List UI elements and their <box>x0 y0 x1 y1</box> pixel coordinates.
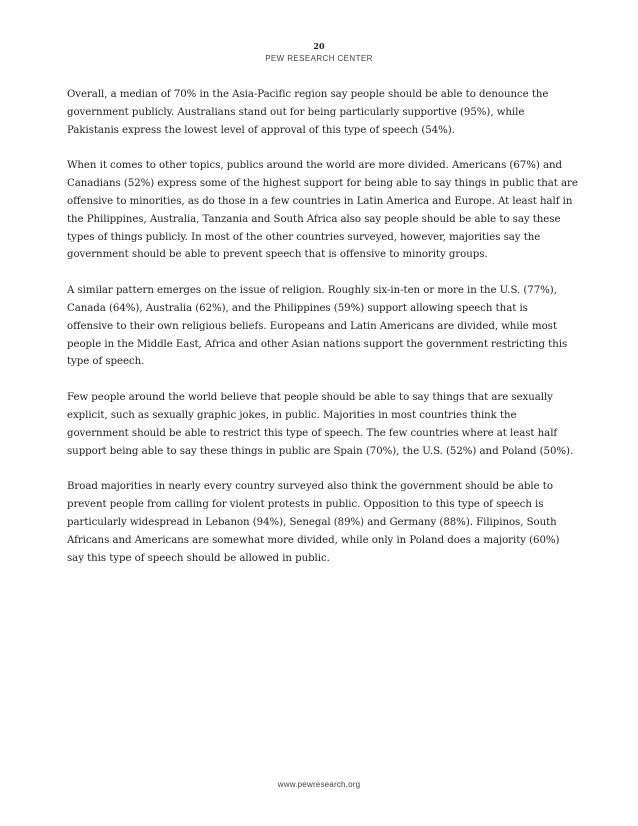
text-line: Canada (64%), Australia (62%), and the Philippines (59%) support allowing speech that is <box>67 302 528 314</box>
page-number: 20 <box>313 41 325 51</box>
text-line: explicit, such as sexually graphic jokes, in public. Majorities in most countries think the <box>67 409 517 421</box>
text-line: offensive to their own religious beliefs. Europeans and Latin Americans are divided, while most <box>67 320 557 332</box>
text-line: support being able to say these things in public are Spain (70%), the U.S. (52%) and Poland (50%). <box>67 445 574 457</box>
text-line: the Philippines, Australia, Tanzania and South Africa also say people should be able to say these <box>67 213 561 225</box>
text-line: When it comes to other topics, publics around the world are more divided. Americans (67%) and <box>67 160 562 172</box>
text-line: Overall, a median of 70% in the Asia-Pacific region say people should be able to denounce the <box>67 89 549 100</box>
text-line: government should be able to prevent speech that is offensive to minority groups. <box>67 249 488 261</box>
text-line: Broad majorities in nearly every country surveyed also think the government should be able to <box>67 481 553 493</box>
footer-url: www.pewresearch.org <box>277 780 361 789</box>
text-line: Africans and Americans are somewhat more divided, while only in Poland does a majority (60%) <box>67 534 560 546</box>
text-line: Few people around the world believe that people should be able to say things that are sexually <box>67 392 553 404</box>
body-text <box>67 86 577 585</box>
text-line: government publicly. Australians stand out for being particularly supportive (95%), while <box>67 106 525 118</box>
text-line: particularly widespread in Lebanon (94%), Senegal (89%) and Germany (88%). Filipinos, South <box>67 516 557 528</box>
paragraph <box>67 478 577 567</box>
paragraph <box>67 389 577 460</box>
text-line: types of things publicly. In most of the other countries surveyed, however, majorities say the <box>67 231 541 243</box>
text-line: type of speech. <box>67 356 145 368</box>
text-line: prevent people from calling for violent protests in public. Opposition to this type of speech is <box>67 499 544 511</box>
text-line: Canadians (52%) express some of the highest support for being able to say things in public that are <box>67 178 578 190</box>
paragraph <box>67 86 577 139</box>
org-name: PEW RESEARCH CENTER <box>265 54 373 63</box>
text-line: people in the Middle East, Africa and other Asian nations support the government restricting this <box>67 338 568 350</box>
paragraph <box>67 157 577 264</box>
text-line: Pakistanis express the lowest level of approval of this type of speech (54%). <box>67 124 455 136</box>
text-line: A similar pattern emerges on the issue of religion. Roughly six-in-ten or more in the U.S. (77%), <box>67 285 557 297</box>
page-header <box>0 41 638 64</box>
text-line: government should be able to restrict this type of speech. The few countries where at least half <box>67 427 558 439</box>
paragraph <box>67 282 577 371</box>
text-line: say this type of speech should be allowed in public. <box>67 552 330 564</box>
text-line: offensive to minorities, as do those in a few countries in Latin America and Europe. At least half in <box>67 195 573 207</box>
